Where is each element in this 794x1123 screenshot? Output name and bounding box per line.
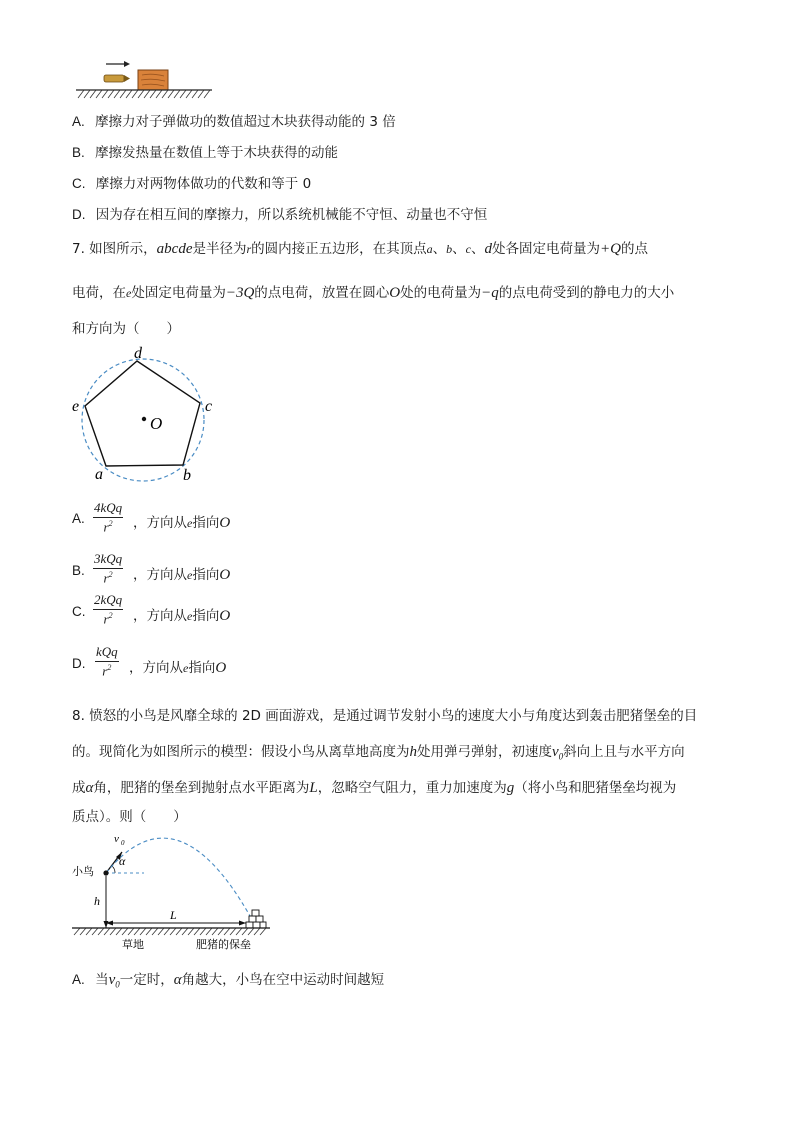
q7-option-c-fraction: 2kQq $r^2$ <box>94 592 123 627</box>
q6-option-b[interactable]: B. 摩擦发热量在数值上等于木块获得的动能 <box>72 145 339 161</box>
pentagon-figure <box>66 340 226 490</box>
L-label: L <box>170 908 177 922</box>
v0-label: v <box>114 833 119 845</box>
label-a: a <box>95 466 103 483</box>
bullet-block-figure <box>72 56 220 100</box>
label-O: O <box>150 414 163 433</box>
fortress-icon <box>246 910 266 928</box>
label-d: d <box>134 345 142 362</box>
pentagon <box>85 361 200 466</box>
q6-option-c[interactable]: C. 摩擦力对两物体做功的代数和等于 0 <box>72 176 312 192</box>
q7-stem-line-2: 电荷，在e处固定电荷量为−3Q的点电荷，放置在圆心O处的电荷量为−q的点电荷受到的静电力的大小 <box>72 285 675 301</box>
q8-stem-line-2: 的。现简化为如图所示的模型：假设小鸟从离草地高度为h处用弹弓弹射，初速度$v_0$斜向上且与水平方向 <box>72 744 685 762</box>
q7-option-a-label[interactable]: A. <box>72 511 85 526</box>
q8-stem-line-3: 成α角，肥猪的堡垒到抛射点水平距离为L，忽略空气阻力，重力加速度为g（将小鸟和肥猪堡垒均视为 <box>72 780 677 796</box>
bird-point <box>103 870 108 875</box>
q7-stem-line-3: 和方向为（ ） <box>72 321 180 337</box>
v0-sub: 0 <box>121 839 125 847</box>
alpha-label: α <box>119 854 126 868</box>
label-b: b <box>183 467 191 484</box>
q6-option-d[interactable]: D. 因为存在相互间的摩擦力，所以系统机械能不守恒、动量也不守恒 <box>72 207 488 223</box>
q8-stem-line-1: 8. 愤怒的小鸟是风靡全球的 2D 画面游戏，是通过调节发射小鸟的速度大小与角度达到轰击肥猪堡垒的目 <box>72 708 698 724</box>
label-e: e <box>72 398 80 415</box>
label-c: c <box>205 398 213 415</box>
q7-option-a-text: ，方向从e指向O <box>133 515 231 531</box>
q7-option-d-fraction: kQq $r^2$ <box>96 644 118 679</box>
center-point <box>142 417 146 421</box>
q7-option-b-fraction: 3kQq $r^2$ <box>94 551 123 586</box>
q8-stem-line-4: 质点）。则（ ） <box>72 809 187 825</box>
q7-option-d-text: ，方向从e指向O <box>129 660 227 676</box>
q7-option-b-text: ，方向从e指向O <box>133 567 231 583</box>
projectile-figure <box>66 826 276 954</box>
q8-option-a[interactable]: A. 当$v_0$一定时，α角越大，小鸟在空中运动时间越短 <box>72 972 385 990</box>
ground-label: 草地 <box>122 939 144 951</box>
q7-option-d-label[interactable]: D. <box>72 656 86 671</box>
fort-label: 肥猪的保垒 <box>196 939 251 951</box>
q6-option-a[interactable]: A. 摩擦力对子弹做功的数值超过木块获得动能的 3 倍 <box>72 114 396 130</box>
q7-option-c-text: ，方向从e指向O <box>133 608 231 624</box>
q7-option-a-fraction: 4kQq $r^2$ <box>94 500 123 535</box>
bullet-icon <box>104 75 124 82</box>
bird-label: 小鸟 <box>72 866 94 878</box>
q7-option-c-label[interactable]: C. <box>72 604 86 619</box>
h-label: h <box>94 894 100 908</box>
q7-option-b-label[interactable]: B. <box>72 563 85 578</box>
trajectory <box>106 838 250 916</box>
q7-stem-line-1: 7. 如图所示，abcde是半径为r的圆内接正五边形，在其顶点a、b、c、d处各固定电荷量为+Q的点 <box>72 241 648 257</box>
